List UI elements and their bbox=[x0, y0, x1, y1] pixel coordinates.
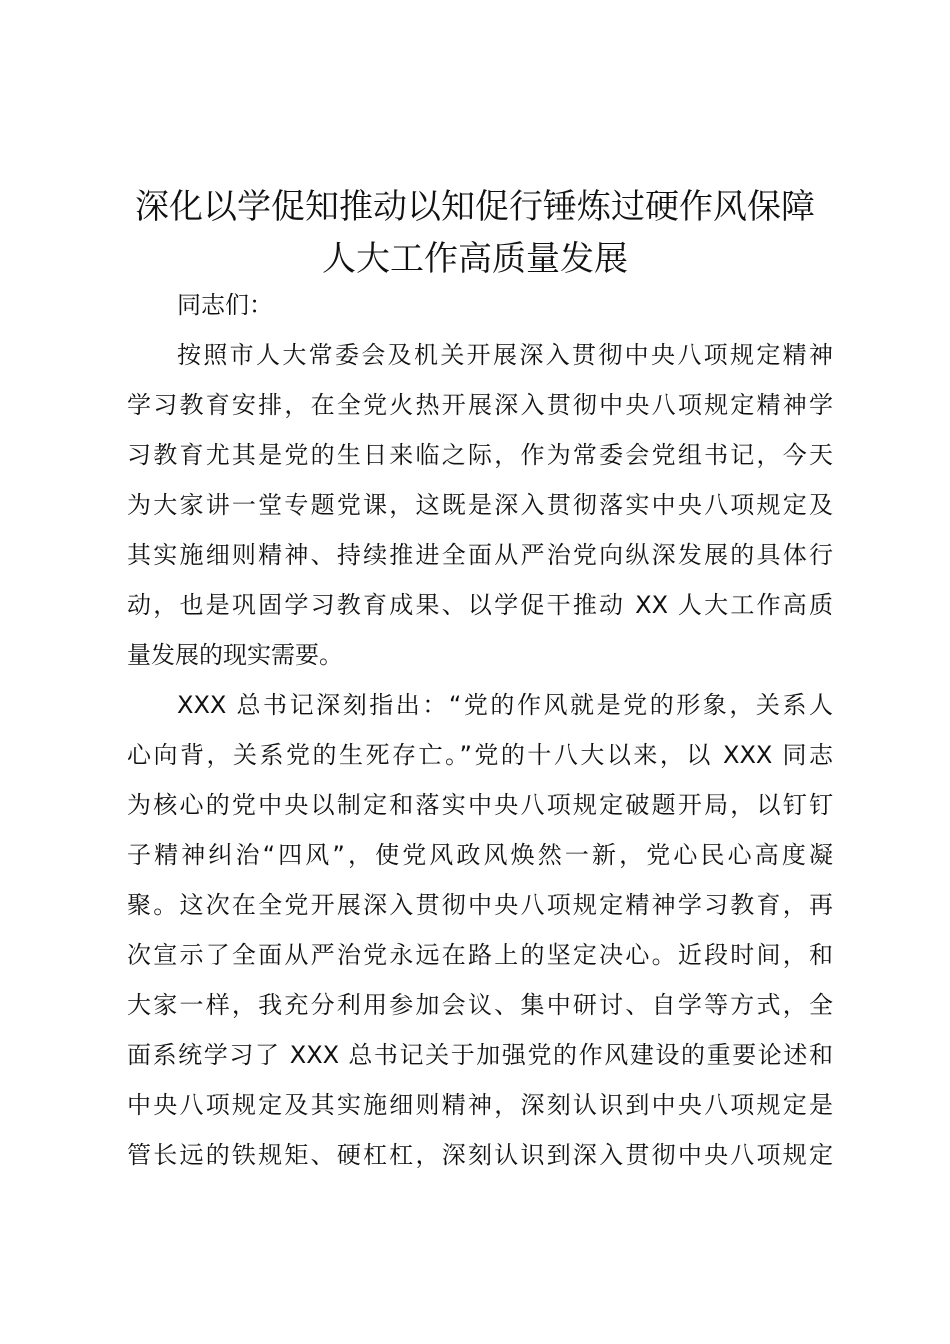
paragraph-2-line: 次宣示了全面从严治党永远在路上的坚定决心。近段时间，和 bbox=[127, 941, 833, 969]
paragraph-2-line: 子精神纠治“四风”，使党风政风焕然一新，党心民心高度凝 bbox=[127, 841, 833, 869]
paragraph-1-line: 动，也是巩固学习教育成果、以学促干推动 XX 人大工作高质 bbox=[127, 591, 833, 619]
paragraph-1-line: 习教育尤其是党的生日来临之际，作为常委会党组书记，今天 bbox=[127, 441, 833, 469]
paragraph-2-line: 为核心的党中央以制定和落实中央八项规定破题开局，以钉钉 bbox=[127, 791, 833, 819]
paragraph-1-line: 按照市人大常委会及机关开展深入贯彻中央八项规定精神 bbox=[177, 341, 833, 369]
paragraph-1-line: 量发展的现实需要。 bbox=[127, 641, 343, 669]
paragraph-2-line: 聚。这次在全党开展深入贯彻中央八项规定精神学习教育，再 bbox=[127, 891, 833, 919]
paragraph-2-line: 中央八项规定及其实施细则精神，深刻认识到中央八项规定是 bbox=[127, 1091, 833, 1119]
paragraph-1-line: 其实施细则精神、持续推进全面从严治党向纵深发展的具体行 bbox=[127, 541, 833, 569]
paragraph-2-line: XXX 总书记深刻指出：“党的作风就是党的形象，关系人 bbox=[177, 691, 833, 719]
paragraph-1-line: 学习教育安排，在全党火热开展深入贯彻中央八项规定精神学 bbox=[127, 391, 833, 419]
title-line-2: 人大工作高质量发展 bbox=[322, 239, 628, 279]
salutation: 同志们： bbox=[177, 291, 273, 319]
paragraph-2-line: 大家一样，我充分利用参加会议、集中研讨、自学等方式，全 bbox=[127, 991, 833, 1019]
title-line-1: 深化以学促知推动以知促行锤炼过硬作风保障 bbox=[135, 187, 815, 227]
paragraph-2-line: 管长远的铁规矩、硬杠杠，深刻认识到深入贯彻中央八项规定 bbox=[127, 1141, 833, 1169]
paragraph-2-line: 心向背，关系党的生死存亡。”党的十八大以来，以 XXX 同志 bbox=[127, 741, 833, 769]
paragraph-2-line: 面系统学习了 XXX 总书记关于加强党的作风建设的重要论述和 bbox=[127, 1041, 833, 1069]
paragraph-1-line: 为大家讲一堂专题党课，这既是深入贯彻落实中央八项规定及 bbox=[127, 491, 833, 519]
